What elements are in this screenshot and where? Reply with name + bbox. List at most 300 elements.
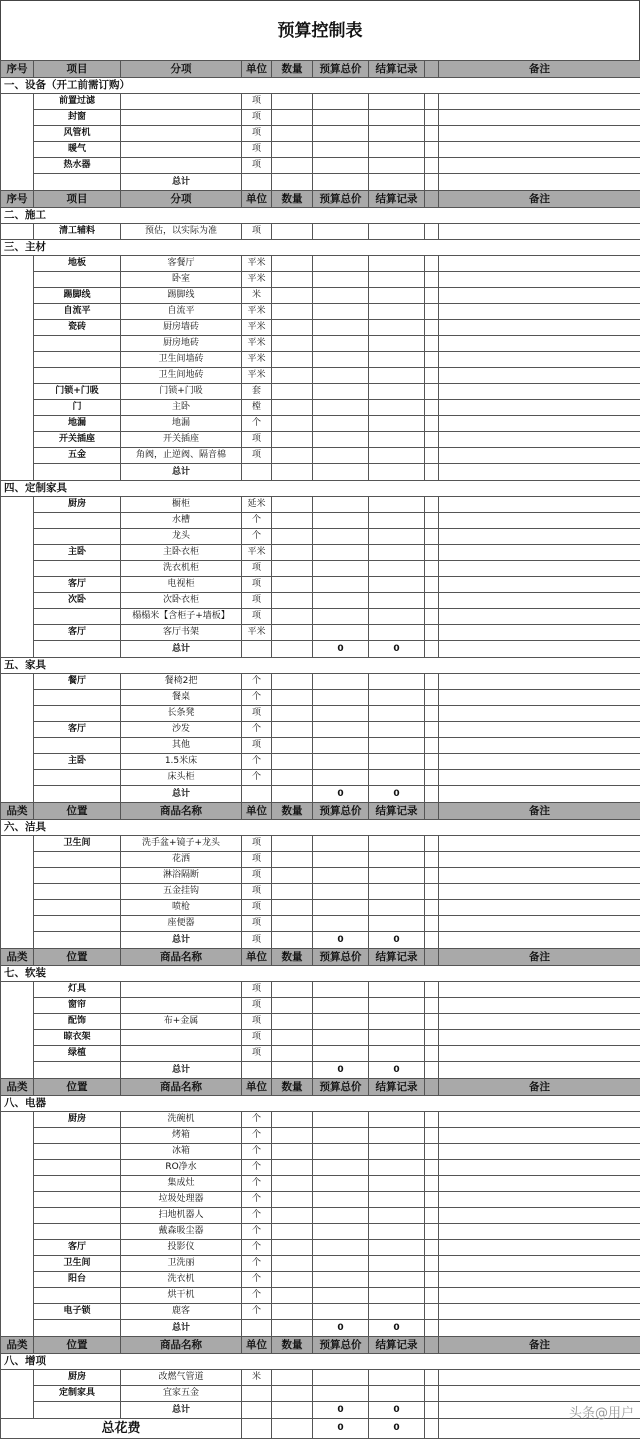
empty-cell <box>313 982 369 998</box>
empty-cell <box>272 1128 313 1144</box>
empty-cell <box>369 674 425 690</box>
empty-cell <box>439 158 640 174</box>
sub-item: 龙头 <box>121 529 242 545</box>
empty-cell <box>425 1240 439 1256</box>
column-header: 位置 <box>34 1079 121 1096</box>
table-row <box>1 126 640 142</box>
unit-cell: 项 <box>242 432 272 448</box>
empty-cell <box>369 94 425 110</box>
empty-cell <box>425 998 439 1014</box>
sub-item: 厨房地砖 <box>121 336 242 352</box>
empty-cell <box>439 545 640 561</box>
table-row <box>1 272 640 288</box>
empty-cell <box>425 770 439 786</box>
total-row <box>1 786 640 803</box>
unit-cell: 个 <box>242 1240 272 1256</box>
sub-item: 次卧衣柜 <box>121 593 242 609</box>
quantity-cell <box>272 641 313 658</box>
empty-cell <box>369 690 425 706</box>
empty-cell <box>272 836 313 852</box>
total-row <box>1 464 640 481</box>
column-header: 项目 <box>34 61 121 78</box>
empty-cell <box>313 304 369 320</box>
table-row <box>1 1128 640 1144</box>
unit-cell: 个 <box>242 1304 272 1320</box>
index-cell <box>1 224 34 240</box>
empty-cell <box>369 982 425 998</box>
empty-cell <box>313 900 369 916</box>
empty-cell <box>439 577 640 593</box>
budget-total: 0 <box>313 932 369 949</box>
empty-cell <box>369 224 425 240</box>
table-row <box>1 1014 640 1030</box>
column-header-row <box>1 949 640 966</box>
column-header: 数量 <box>272 1079 313 1096</box>
quantity-cell <box>272 786 313 803</box>
empty-cell <box>439 320 640 336</box>
unit-cell <box>242 1062 272 1079</box>
empty-cell <box>313 1014 369 1030</box>
empty-cell <box>369 577 425 593</box>
sub-item: 戴森吸尘器 <box>121 1224 242 1240</box>
sub-item: 客厅书架 <box>121 625 242 641</box>
column-header: 数量 <box>272 191 313 208</box>
empty-cell <box>425 722 439 738</box>
unit-cell: 项 <box>242 94 272 110</box>
sub-item <box>121 1046 242 1062</box>
empty-cell <box>369 432 425 448</box>
unit-cell: 项 <box>242 836 272 852</box>
empty-cell <box>425 1144 439 1160</box>
unit-cell: 个 <box>242 1192 272 1208</box>
empty-cell <box>425 1419 439 1439</box>
item-name: 踢脚线 <box>34 288 121 304</box>
table-row <box>1 770 640 786</box>
column-header: 备注 <box>439 1337 640 1354</box>
empty-cell <box>439 900 640 916</box>
column-header: 预算总价 <box>313 949 369 966</box>
unit-cell: 个 <box>242 1224 272 1240</box>
empty-cell <box>425 288 439 304</box>
empty-cell <box>369 1112 425 1128</box>
column-header: 序号 <box>1 191 34 208</box>
unit-cell: 个 <box>242 1112 272 1128</box>
empty-cell <box>34 464 121 481</box>
unit-cell: 个 <box>242 513 272 529</box>
empty-cell <box>272 448 313 464</box>
column-header: 商品名称 <box>121 949 242 966</box>
empty-cell <box>272 561 313 577</box>
sub-item: 客餐厅 <box>121 256 242 272</box>
item-name: 餐厅 <box>34 674 121 690</box>
empty-cell <box>272 1256 313 1272</box>
total-label: 总计 <box>121 1402 242 1419</box>
empty-cell <box>439 706 640 722</box>
column-header: 预算总价 <box>313 61 369 78</box>
empty-cell <box>272 1370 313 1386</box>
total-label: 总计 <box>121 932 242 949</box>
empty-cell <box>425 174 439 191</box>
empty-cell <box>425 1128 439 1144</box>
item-name: 暖气 <box>34 142 121 158</box>
empty-cell <box>369 1370 425 1386</box>
unit-cell: 套 <box>242 384 272 400</box>
table-row <box>1 625 640 641</box>
quantity-cell <box>272 1419 313 1439</box>
empty-cell <box>369 384 425 400</box>
empty-cell <box>425 1046 439 1062</box>
column-header: 单位 <box>242 1079 272 1096</box>
empty-cell <box>439 448 640 464</box>
empty-cell <box>439 1208 640 1224</box>
column-header <box>425 1079 439 1096</box>
section-title: 八、增项 <box>1 1354 640 1370</box>
empty-cell <box>369 1144 425 1160</box>
empty-cell <box>439 1144 640 1160</box>
index-cell <box>1 497 34 658</box>
empty-cell <box>313 1272 369 1288</box>
column-header <box>425 1337 439 1354</box>
section-title-row <box>1 240 640 256</box>
table-row <box>1 1046 640 1062</box>
table-row <box>1 916 640 932</box>
quantity-cell <box>272 464 313 481</box>
sub-item: 洗碗机 <box>121 1112 242 1128</box>
empty-cell <box>369 529 425 545</box>
unit-cell: 项 <box>242 593 272 609</box>
table-row <box>1 513 640 529</box>
empty-cell <box>439 1014 640 1030</box>
empty-cell <box>34 932 121 949</box>
index-cell <box>1 94 34 191</box>
empty-cell <box>272 1272 313 1288</box>
empty-cell <box>425 1386 439 1402</box>
unit-cell: 平米 <box>242 320 272 336</box>
item-name <box>34 770 121 786</box>
empty-cell <box>439 1224 640 1240</box>
empty-cell <box>369 706 425 722</box>
sub-item: 角阀，止逆阀、隔音棉 <box>121 448 242 464</box>
empty-cell <box>439 352 640 368</box>
item-name: 卫生间 <box>34 1256 121 1272</box>
column-header: 数量 <box>272 61 313 78</box>
empty-cell <box>272 368 313 384</box>
empty-cell <box>425 577 439 593</box>
empty-cell <box>272 625 313 641</box>
empty-cell <box>272 94 313 110</box>
empty-cell <box>439 770 640 786</box>
index-cell <box>1 256 34 481</box>
column-header: 预算总价 <box>313 1337 369 1354</box>
column-header: 备注 <box>439 803 640 820</box>
empty-cell <box>369 900 425 916</box>
empty-cell <box>425 706 439 722</box>
notes-cell <box>439 1062 640 1079</box>
budget-total <box>313 174 369 191</box>
empty-cell <box>272 770 313 786</box>
empty-cell <box>425 110 439 126</box>
empty-cell <box>313 625 369 641</box>
unit-cell: 个 <box>242 1272 272 1288</box>
empty-cell <box>425 932 439 949</box>
column-header: 单位 <box>242 61 272 78</box>
column-header <box>425 949 439 966</box>
empty-cell <box>272 1208 313 1224</box>
empty-cell <box>272 352 313 368</box>
empty-cell <box>425 1208 439 1224</box>
empty-cell <box>369 625 425 641</box>
empty-cell <box>425 416 439 432</box>
unit-cell <box>242 786 272 803</box>
empty-cell <box>425 272 439 288</box>
unit-cell: 平米 <box>242 625 272 641</box>
empty-cell <box>439 593 640 609</box>
empty-cell <box>369 1046 425 1062</box>
empty-cell <box>439 94 640 110</box>
empty-cell <box>425 1320 439 1337</box>
total-label: 总计 <box>121 786 242 803</box>
table-row <box>1 1240 640 1256</box>
sub-item: 主卧衣柜 <box>121 545 242 561</box>
quantity-cell <box>272 932 313 949</box>
index-cell <box>1 1370 34 1419</box>
table-row <box>1 1192 640 1208</box>
sub-item: 五金挂钩 <box>121 884 242 900</box>
unit-cell: 个 <box>242 529 272 545</box>
unit-cell: 个 <box>242 1128 272 1144</box>
column-header-row <box>1 1337 640 1354</box>
empty-cell <box>272 336 313 352</box>
quantity-cell <box>272 1062 313 1079</box>
budget-total: 0 <box>313 1320 369 1337</box>
empty-cell <box>313 272 369 288</box>
item-name: 灯具 <box>34 982 121 998</box>
column-header: 序号 <box>1 61 34 78</box>
empty-cell <box>425 852 439 868</box>
item-name: 五金 <box>34 448 121 464</box>
settle-total: 0 <box>369 932 425 949</box>
table-row <box>1 224 640 240</box>
unit-cell: 项 <box>242 884 272 900</box>
unit-cell: 个 <box>242 1208 272 1224</box>
unit-cell: 项 <box>242 577 272 593</box>
settle-total: 0 <box>369 1320 425 1337</box>
budget-table <box>0 60 640 1439</box>
empty-cell <box>313 416 369 432</box>
sub-item: 自流平 <box>121 304 242 320</box>
empty-cell <box>425 94 439 110</box>
column-header: 分项 <box>121 191 242 208</box>
item-name: 自流平 <box>34 304 121 320</box>
empty-cell <box>313 1240 369 1256</box>
total-label: 总计 <box>121 464 242 481</box>
column-header: 结算记录 <box>369 61 425 78</box>
grand-settle: 0 <box>369 1419 425 1439</box>
empty-cell <box>313 1030 369 1046</box>
empty-cell <box>272 754 313 770</box>
empty-cell <box>272 1112 313 1128</box>
sub-item: 冰箱 <box>121 1144 242 1160</box>
section-title-row <box>1 481 640 497</box>
empty-cell <box>313 998 369 1014</box>
empty-cell <box>272 288 313 304</box>
empty-cell <box>439 1304 640 1320</box>
empty-cell <box>425 609 439 625</box>
item-name <box>34 706 121 722</box>
empty-cell <box>272 593 313 609</box>
empty-cell <box>313 1046 369 1062</box>
empty-cell <box>439 1112 640 1128</box>
empty-cell <box>272 738 313 754</box>
unit-cell: 项 <box>242 1046 272 1062</box>
empty-cell <box>272 110 313 126</box>
column-header: 位置 <box>34 1337 121 1354</box>
sub-item: 喷枪 <box>121 900 242 916</box>
section-title-row <box>1 820 640 836</box>
empty-cell <box>425 304 439 320</box>
item-name <box>34 513 121 529</box>
unit-cell: 个 <box>242 770 272 786</box>
empty-cell <box>425 1160 439 1176</box>
sub-item: 卫生间地砖 <box>121 368 242 384</box>
column-header: 分项 <box>121 61 242 78</box>
budget-total: 0 <box>313 1062 369 1079</box>
empty-cell <box>439 998 640 1014</box>
empty-cell <box>425 674 439 690</box>
column-header: 单位 <box>242 191 272 208</box>
empty-cell <box>425 1288 439 1304</box>
empty-cell <box>439 336 640 352</box>
empty-cell <box>313 224 369 240</box>
empty-cell <box>313 1192 369 1208</box>
unit-cell <box>242 641 272 658</box>
index-cell <box>1 836 34 949</box>
empty-cell <box>425 641 439 658</box>
column-header: 品类 <box>1 1337 34 1354</box>
sub-item: 卫生间墙砖 <box>121 352 242 368</box>
table-row <box>1 609 640 625</box>
unit-cell: 项 <box>242 142 272 158</box>
quantity-cell <box>272 1402 313 1419</box>
empty-cell <box>439 609 640 625</box>
sub-item: 长条凳 <box>121 706 242 722</box>
empty-cell <box>313 916 369 932</box>
empty-cell <box>272 1014 313 1030</box>
table-row <box>1 497 640 513</box>
sub-item: 踢脚线 <box>121 288 242 304</box>
empty-cell <box>369 852 425 868</box>
empty-cell <box>272 158 313 174</box>
empty-cell <box>439 368 640 384</box>
item-name <box>34 900 121 916</box>
grand-total-label: 总花费 <box>1 1419 242 1439</box>
empty-cell <box>425 916 439 932</box>
column-header: 备注 <box>439 61 640 78</box>
sub-item: 宜家五金 <box>121 1386 242 1402</box>
sub-item: 1.5米床 <box>121 754 242 770</box>
empty-cell <box>272 998 313 1014</box>
empty-cell <box>272 884 313 900</box>
item-name: 厨房 <box>34 1112 121 1128</box>
table-row <box>1 1304 640 1320</box>
notes-cell <box>439 786 640 803</box>
item-name <box>34 738 121 754</box>
empty-cell <box>439 1272 640 1288</box>
empty-cell <box>272 384 313 400</box>
unit-cell: 项 <box>242 609 272 625</box>
empty-cell <box>425 1370 439 1386</box>
empty-cell <box>272 900 313 916</box>
item-name <box>34 852 121 868</box>
empty-cell <box>369 738 425 754</box>
table-row <box>1 368 640 384</box>
empty-cell <box>425 336 439 352</box>
section-title: 一、设备（开工前需订购） <box>1 78 640 94</box>
empty-cell <box>369 1208 425 1224</box>
empty-cell <box>272 1030 313 1046</box>
empty-cell <box>425 1256 439 1272</box>
item-name <box>34 916 121 932</box>
sub-item <box>121 158 242 174</box>
total-label: 总计 <box>121 1062 242 1079</box>
empty-cell <box>313 1112 369 1128</box>
empty-cell <box>34 1402 121 1419</box>
item-name: 热水器 <box>34 158 121 174</box>
total-row <box>1 641 640 658</box>
total-row <box>1 1320 640 1337</box>
empty-cell <box>272 1288 313 1304</box>
unit-cell <box>242 1402 272 1419</box>
empty-cell <box>369 513 425 529</box>
empty-cell <box>439 1128 640 1144</box>
empty-cell <box>272 868 313 884</box>
column-header: 商品名称 <box>121 1337 242 1354</box>
empty-cell <box>439 1030 640 1046</box>
quantity-cell <box>272 1320 313 1337</box>
empty-cell <box>425 158 439 174</box>
empty-cell <box>313 368 369 384</box>
empty-cell <box>439 1160 640 1176</box>
empty-cell <box>272 272 313 288</box>
empty-cell <box>313 400 369 416</box>
empty-cell <box>313 593 369 609</box>
empty-cell <box>272 224 313 240</box>
empty-cell <box>425 448 439 464</box>
empty-cell <box>439 1046 640 1062</box>
sub-item: 烘干机 <box>121 1288 242 1304</box>
empty-cell <box>272 690 313 706</box>
empty-cell <box>313 1208 369 1224</box>
empty-cell <box>313 1144 369 1160</box>
table-row <box>1 998 640 1014</box>
empty-cell <box>313 561 369 577</box>
table-row <box>1 868 640 884</box>
column-header: 数量 <box>272 949 313 966</box>
empty-cell <box>34 1320 121 1337</box>
item-name: 配饰 <box>34 1014 121 1030</box>
item-name <box>34 1160 121 1176</box>
sub-item: 地漏 <box>121 416 242 432</box>
item-name: 晾衣架 <box>34 1030 121 1046</box>
sub-item: 开关插座 <box>121 432 242 448</box>
empty-cell <box>272 1240 313 1256</box>
empty-cell <box>272 916 313 932</box>
empty-cell <box>272 1176 313 1192</box>
empty-cell <box>272 497 313 513</box>
item-name: 客厅 <box>34 625 121 641</box>
table-row <box>1 416 640 432</box>
section-title: 七、软装 <box>1 966 640 982</box>
